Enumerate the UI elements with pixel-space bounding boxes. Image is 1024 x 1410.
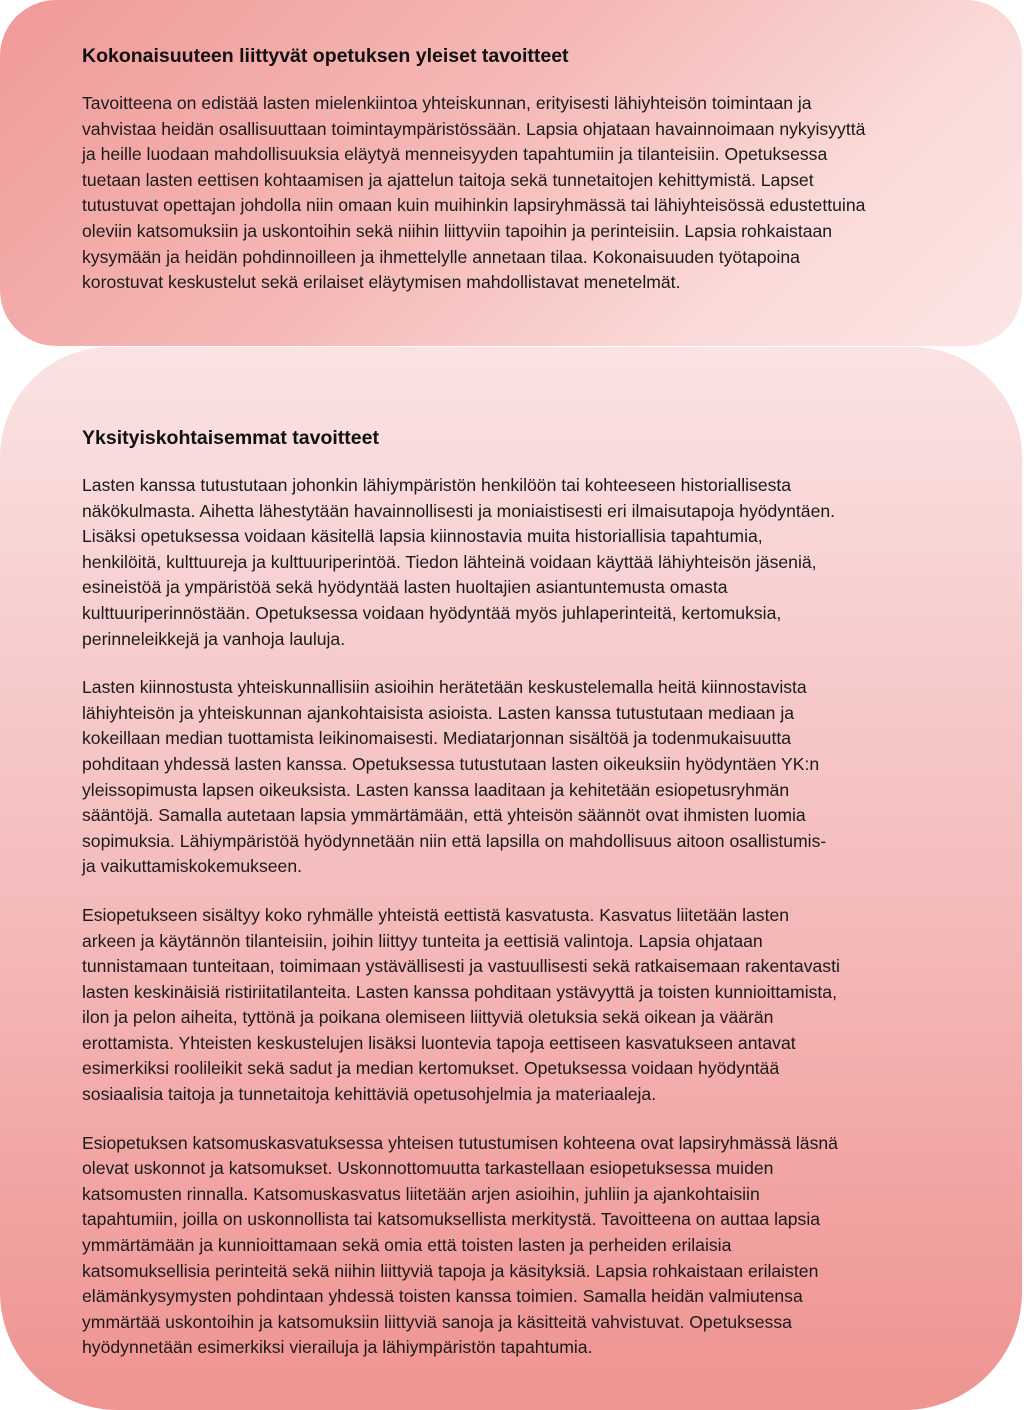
worldview-paragraph: Esiopetuksen katsomuskasvatuksessa yhteisen tutustumisen kohteena ovat lapsiryhmässä läsnä olevat uskonnot ja katsomukset. Uskonnottomuutta tarkastellaan esiopetuksessa muiden katsomusten rinnalla. Katsomuskasvatus liitetään arjen asioihin, juhliin ja ajankohtaisiin tapahtumiin, joilla on uskonnollista tai katsomuksellista merkitystä. Tavoitteena on auttaa lapsia ymmärtämään ja kunnioittamaan sekä omia että toisten lasten ja perheiden erilaisia katsomuksellisia perinteitä sekä niihin liittyviä tapoja ja käsityksiä. Lapsia rohkaistaan erilaisten elämänkysymysten pohdintaan yhdessä toisten kanssa toimien. Samalla heidän valmiutensa ymmärtää uskontoihin ja katsomuksiin liittyviä sanoja ja käsitteitä vahvistuvat. Opetuksessa hyödynnetään esimerkiksi vierailuja ja lähiympäristön tapahtumia. (82, 1132, 838, 1358)
detailed-goals-heading: Yksityiskohtaisemmat tavoitteet (82, 427, 379, 449)
ethics-paragraph: Esiopetukseen sisältyy koko ryhmälle yhteistä eettistä kasvatusta. Kasvatus liitetään lasten arkeen ja käytännön tilanteisiin, joihin liittyy tunteita ja eettisiä valintoja. Lapsia ohjataan tunnistamaan tunteitaan, toimimaan ystävällisesti ja vastuullisesti sekä ratkaisemaan rakentavasti lasten keskinäisiä ristiriitatilanteita. Lasten kanssa pohditaan ystävyyttä ja toisten kunnioittamista, ilon ja pelon aiheita, tyttönä ja poikana olemiseen liittyviä oletuksia sekä oikean ja väärän erottamista. Yhteisten keskustelujen lisäksi luontevia tapoja eettiseen kasvatukseen antavat esimerkiksi roolileikit sekä sadut ja median kertomukset. Opetuksessa voidaan hyödyntää sosiaalisia taitoja ja tunnetaitoja kehittäviä opetusohjelmia ja materiaaleja. (82, 904, 840, 1105)
general-goals-heading: Kokonaisuuteen liittyvät opetuksen yleiset tavoitteet (82, 45, 569, 67)
history-paragraph: Lasten kanssa tutustutaan johonkin lähiympäristön henkilöön tai kohteeseen historiallisesta näkökulmasta. Aihetta lähestytään havainnollisesti ja moniaistisesti eri ilmaisutapoja hyödyntäen. Lisäksi opetuksessa voidaan käsitellä lapsia kiinnostavia muita historiallisia tapahtumia, henkilöitä, kulttuureja ja kulttuuriperintöä. Tiedon lähteinä voidaan käyttää lähiyhteisön jäseniä, esineistöä ja ympäristöä sekä hyödyntää lasten huoltajien asiantuntemusta omasta kulttuuriperinnöstään. Opetuksessa voidaan hyödyntää myös juhlaperinteitä, kertomuksia, perinneleikkejä ja vanhoja lauluja. (82, 475, 836, 649)
general-goals-paragraph: Tavoitteena on edistää lasten mielenkiintoa yhteiskunnan, erityisesti lähiyhteisön toimintaan ja vahvistaa heidän osallisuuttaan toimintaympäristössään. Lapsia ohjataan havainnoimaan nykyisyyttä ja heille luodaan mahdollisuuksia eläytyä menneisyyden tapahtumiin ja tilanteisiin. Opetuksessa tuetaan lasten eettisen kohtaamisen ja ajattelun taitoja sekä tunnetaitojen kehittymistä. Lapset tutustuvat opettajan johdolla niin omaan kuin muihinkin lapsiryhmässä tai lähiyhteisössä edustettuina oleviin katsomuksiin ja uskontoihin sekä niihin liittyviin tapoihin ja perinteisiin. Lapsia rohkaistaan kysymään ja heidän pohdinnoilleen ja ihmettelylle annetaan tilaa. Kokonaisuuden työtapoina korostuvat keskustelut sekä erilaiset eläytymisen mahdollistavat menetelmät. (82, 93, 866, 293)
society-paragraph: Lasten kiinnostusta yhteiskunnallisiin asioihin herätetään keskustelemalla heitä kiinnostavista lähiyhteisön ja yhteiskunnan ajankohtaisista asioista. Lasten kanssa tutustutaan mediaan ja kokeillaan median tuottamista leikinomaisesti. Mediatarjonnan sisältöä ja todenmukaisuutta pohditaan yhdessä lasten kanssa. Opetuksessa tutustutaan lasten oikeuksiin hyödyntäen YK:n yleissopimusta lapsen oikeuksista. Lasten kanssa laaditaan ja kehitetään esiopetusryhmän sääntöjä. Samalla autetaan lapsia ymmärtämään, että yhteisön säännöt ovat ihmisten luomia sopimuksia. Lähiympäristöä hyödynnetään niin että lapsilla on mahdollisuus aitoon osallistumis- ja vaikuttamiskokemukseen. (82, 677, 827, 877)
general-goals-panel (0, 0, 1022, 346)
detailed-goals-panel (0, 347, 1022, 1410)
